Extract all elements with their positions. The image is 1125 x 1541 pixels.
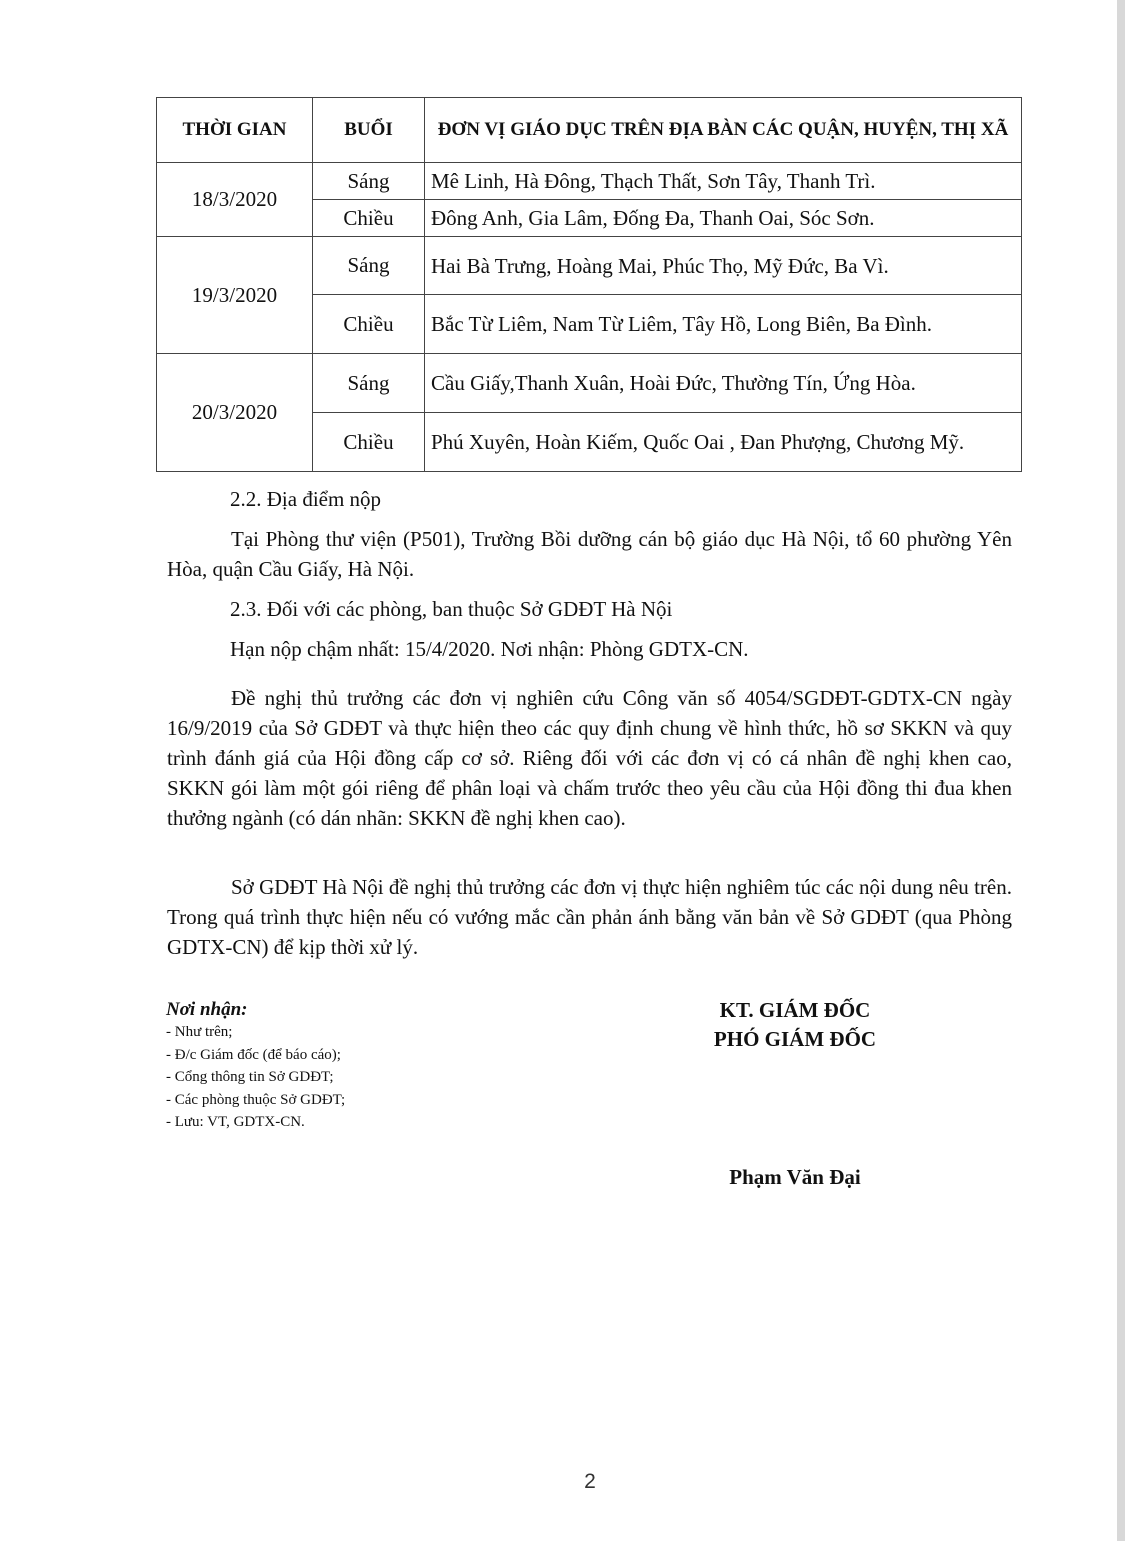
header-time: THỜI GIAN (157, 98, 313, 163)
session-cell: Sáng (313, 354, 425, 413)
header-units: ĐƠN VỊ GIÁO DỤC TRÊN ĐỊA BÀN CÁC QUẬN, HUYỆN, THỊ XÃ (425, 98, 1022, 163)
signer-name: Phạm Văn Đại (729, 1165, 861, 1189)
section-2-3-text: Hạn nộp chậm nhất: 15/4/2020. Nơi nhận: Phòng GDTX-CN. (230, 637, 749, 661)
section-2-2-heading: 2.2. Địa điểm nộp (230, 487, 382, 511)
session-cell: Chiều (313, 295, 425, 354)
units-cell: Bắc Từ Liêm, Nam Từ Liêm, Tây Hồ, Long Biên, Ba Đình. (425, 295, 1022, 354)
viewer-edge (1117, 0, 1125, 1541)
signature-title (690, 996, 900, 1054)
header-session: BUỔI (313, 98, 425, 163)
recipients-block (166, 999, 345, 1134)
signature-line-1: KT. GIÁM ĐỐC (719, 998, 871, 1022)
units-cell: Đông Anh, Gia Lâm, Đống Đa, Thanh Oai, Sóc Sơn. (425, 200, 1022, 237)
date-cell: 20/3/2020 (157, 354, 313, 472)
recipient-item: - Các phòng thuộc Sở GDĐT; (166, 1091, 346, 1108)
session-cell: Chiều (313, 413, 425, 472)
table-header-row (157, 98, 1022, 163)
units-cell: Cầu Giấy,Thanh Xuân, Hoài Đức, Thường Tín, Ứng Hòa. (425, 354, 1022, 413)
paragraph-request: Đề nghị thủ trưởng các đơn vị nghiên cứu Công văn số 4054/SGDĐT-GDTX-CN ngày 16/9/2019 của Sở GDĐT và thực hiện theo các quy định chung về hình thức, hồ sơ SKKN và quy trình đánh giá của Hội đồng cấp cơ sở. Riêng đối với các đơn vị có cá nhân đề nghị khen cao, SKKN gói làm một gói riêng để phân loại và chấm trước theo yêu cầu của Hội đồng thi đua khen thưởng ngành (có dán nhãn: SKKN đề nghị khen cao). (167, 686, 1012, 830)
recipient-item: - Đ/c Giám đốc (để báo cáo); (166, 1046, 341, 1063)
section-2-3-heading: 2.3. Đối với các phòng, ban thuộc Sở GDĐT Hà Nội (230, 597, 673, 621)
units-cell: Mê Linh, Hà Đông, Thạch Thất, Sơn Tây, Thanh Trì. (425, 163, 1022, 200)
page-number: 2 (584, 1470, 596, 1493)
table-row (157, 163, 1022, 200)
date-cell: 19/3/2020 (157, 237, 313, 354)
date-cell: 18/3/2020 (157, 163, 313, 237)
paragraph-implementation: Sở GDĐT Hà Nội đề nghị thủ trưởng các đơn vị thực hiện nghiêm túc các nội dung nêu trên. Trong quá trình thực hiện nếu có vướng mắc cần phản ánh bằng văn bản về Sở GDĐT (qua Phòng GDTX-CN) để kịp thời xử lý. (167, 875, 1012, 959)
recipient-item: - Cổng thông tin Sở GDĐT; (166, 1069, 334, 1085)
session-cell: Chiều (313, 200, 425, 237)
signature-line-2: PHÓ GIÁM ĐỐC (713, 1027, 877, 1051)
recipients-title: Nơi nhận: (166, 999, 248, 1020)
recipient-item: - Lưu: VT, GDTX-CN. (166, 1114, 305, 1130)
session-cell: Sáng (313, 237, 425, 295)
recipient-item: - Như trên; (166, 1024, 233, 1040)
units-cell: Phú Xuyên, Hoàn Kiếm, Quốc Oai , Đan Phượng, Chương Mỹ. (425, 413, 1022, 472)
session-cell: Sáng (313, 163, 425, 200)
table-row (157, 354, 1022, 413)
table-row (157, 237, 1022, 295)
units-cell: Hai Bà Trưng, Hoàng Mai, Phúc Thọ, Mỹ Đức, Ba Vì. (425, 237, 1022, 295)
section-2-2-text: Tại Phòng thư viện (P501), Trường Bồi dưỡng cán bộ giáo dục Hà Nội, tổ 60 phường Yên Hòa, quận Cầu Giấy, Hà Nội. (167, 527, 1012, 581)
schedule-table (156, 97, 1022, 472)
